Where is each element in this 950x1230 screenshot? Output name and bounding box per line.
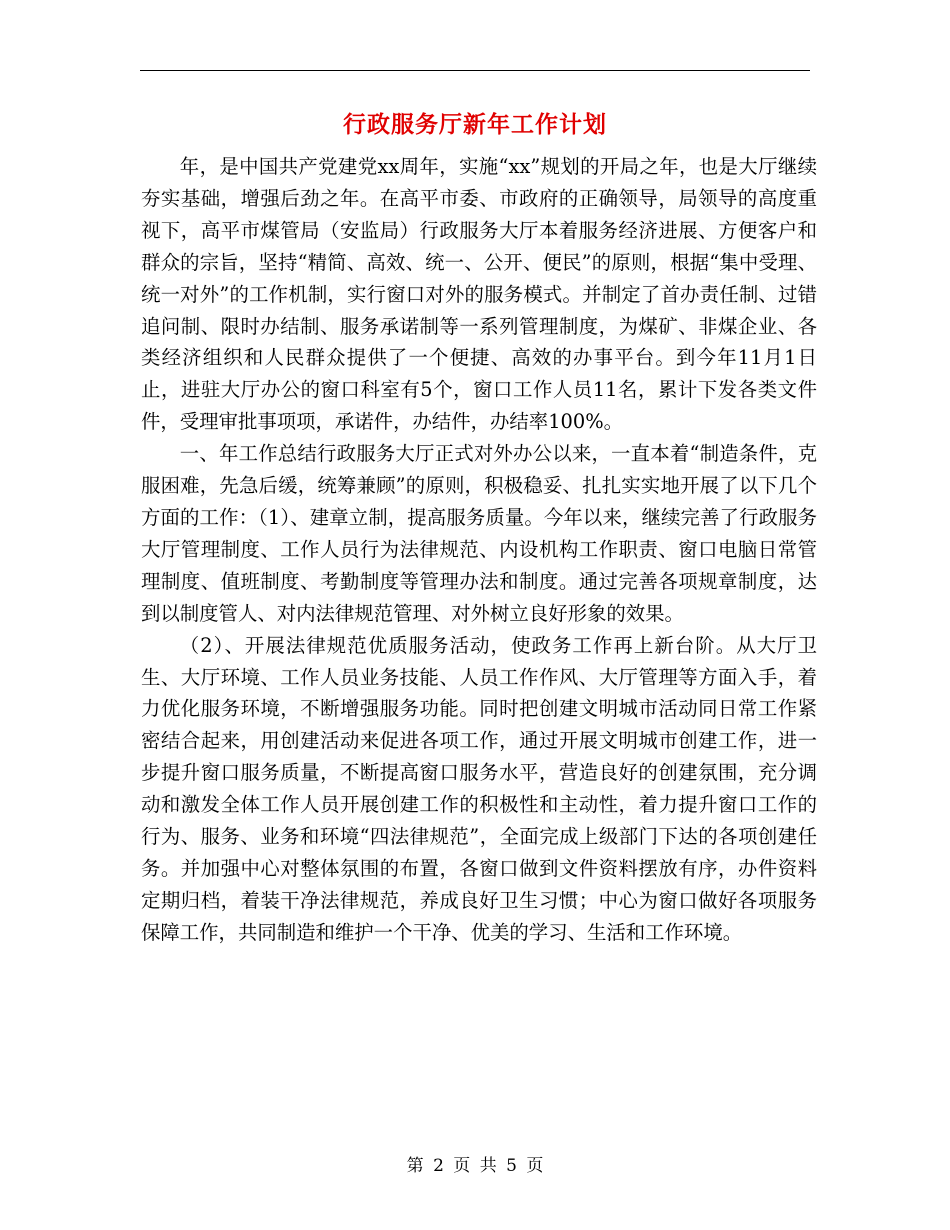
document-title: 行政服务厅新年工作计划 bbox=[343, 111, 607, 138]
paragraph-1: 年，是中国共产党建党xx周年，实施“xx”规划的开局之年，也是大厅继续夯实基础，增强后劲之年。在高平市委、市政府的正确领导，局领导的高度重视下，高平市煤管局（安监局）行政服务大厅本着服务经济进展、方便客户和群众的宗旨，坚持“精简、高效、统一、公开、便民”的原则，根据“集中受理、统一对外”的工作机制，实行窗口对外的服务模式。并制定了首办责任制、过错追问制、限时办结制、服务承诺制等一系列管理制度，为煤矿、非煤企业、各类经济组织和人民群众提供了一个便捷、高效的办事平台。到今年11月1日止，进驻大厅办公的窗口科室有5个，窗口工作人员11名，累计下发各类文件件，受理审批事项项，承诺件，办结件，办结率100%。 bbox=[141, 155, 817, 434]
document-body bbox=[141, 151, 817, 949]
page-number-footer: 第 2 页 共 5 页 bbox=[406, 1156, 544, 1176]
paragraph-3: （2）、开展法律规范优质服务活动，使政务工作再上新台阶。从大厅卫生、大厅环境、工作人员业务技能、人员工作作风、大厅管理等方面入手，着力优化服务环境，不断增强服务功能。同时把创建文明城市活动同日常工作紧密结合起来，用创建活动来促进各项工作，通过开展文明城市创建工作，进一步提升窗口服务质量，不断提高窗口服务水平，营造良好的创建氛围，充分调动和激发全体工作人员开展创建工作的积极性和主动性，着力提升窗口工作的行为、服务、业务和环境“四法律规范”，全面完成上级部门下达的各项创建任务。并加强中心对整体氛围的布置，各窗口做到文件资料摆放有序，办件资料定期归档，着装干净法律规范，养成良好卫生习惯；中心为窗口做好各项服务保障工作，共同制造和维护一个干净、优美的学习、生活和工作环境。 bbox=[141, 633, 817, 944]
paragraph-2: 一、年工作总结行政服务大厅正式对外办公以来，一直本着“制造条件，克服困难，先急后缓，统筹兼顾”的原则，积极稳妥、扎扎实实地开展了以下几个方面的工作：（1）、建章立制，提高服务质量。今年以来，继续完善了行政服务大厅管理制度、工作人员行为法律规范、内设机构工作职责、窗口电脑日常管理制度、值班制度、考勤制度等管理办法和制度。通过完善各项规章制度，达到以制度管人、对内法律规范管理、对外树立良好形象的效果。 bbox=[141, 442, 817, 625]
header-rule bbox=[140, 70, 810, 71]
